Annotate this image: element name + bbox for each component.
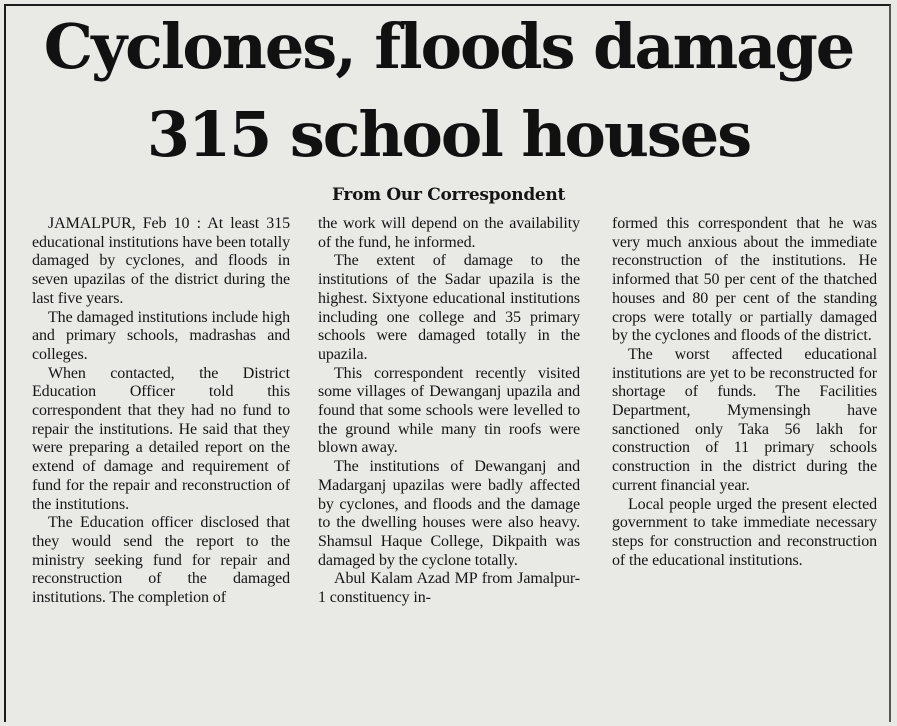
paragraph: When contacted, the District Education Officer told this correspondent that they had no fund to repair the institutions. He said that they were preparing a detailed report on the extend of damage and requirement of fund for the repair and reconstruction of the institutions. <box>32 364 290 513</box>
paragraph: The damaged institutions include high and primary schools, madrashas and colleges. <box>32 308 290 363</box>
paragraph: the work will depend on the availability of the fund, he informed. <box>318 215 580 251</box>
paragraph: formed this correspondent that he was very much anxious about the immediate reconstruction of the institutions. He informed that 50 per cent of the thatched houses and 80 per cent of the standing crops were totally or partially damaged by the cyclones and floods of the district. <box>612 215 877 345</box>
headline-line-1: Cyclones, floods damage <box>43 10 854 83</box>
article-column-2 <box>318 215 580 608</box>
article-column-1 <box>32 215 290 608</box>
headline-line-2: 315 school houses <box>146 98 751 171</box>
paragraph: This correspondent recently visited some villages of Dewanganj upazila and found that some schools were levelled to the ground while many tin roofs were blown away. <box>318 364 580 457</box>
paragraph: Local people urged the present elected government to take immediate necessary steps for construction and reconstruction of the educational institutions. <box>612 495 877 569</box>
paragraph: The Education officer disclosed that they would send the report to the ministry seeking fund for repair and reconstruction of the damaged institutions. The completion of <box>32 514 290 607</box>
article-column-3 <box>612 215 877 570</box>
paragraph: JAMALPUR, Feb 10 : At least 315 educational institutions have been totally damaged by cyclones, and floods in seven upazilas of the district during the last five years. <box>32 215 290 307</box>
paragraph: Abul Kalam Azad MP from Jamalpur-1 constituency in- <box>318 570 580 607</box>
byline: From Our Correspondent <box>331 185 566 205</box>
paragraph: The worst affected educational institutions are yet to be reconstructed for shortage of funds. The Facilities Department, Mymensingh have sanctioned only Taka 56 lakh for construction of 11 primary schools construction in the district during the current financial year. <box>612 345 877 494</box>
paragraph: The institutions of Dewanganj and Madarganj upazilas were badly affected by cyclones, and floods and the damage to the dwelling houses were also heavy. Shamsul Haque College, Dikpaith was damaged by the cyclone totally. <box>318 458 580 569</box>
paragraph: The extent of damage to the institutions of the Sadar upazila is the highest. Sixtyone educational institutions including one college and 35 primary schools were damaged totally in the upazila. <box>318 252 580 363</box>
